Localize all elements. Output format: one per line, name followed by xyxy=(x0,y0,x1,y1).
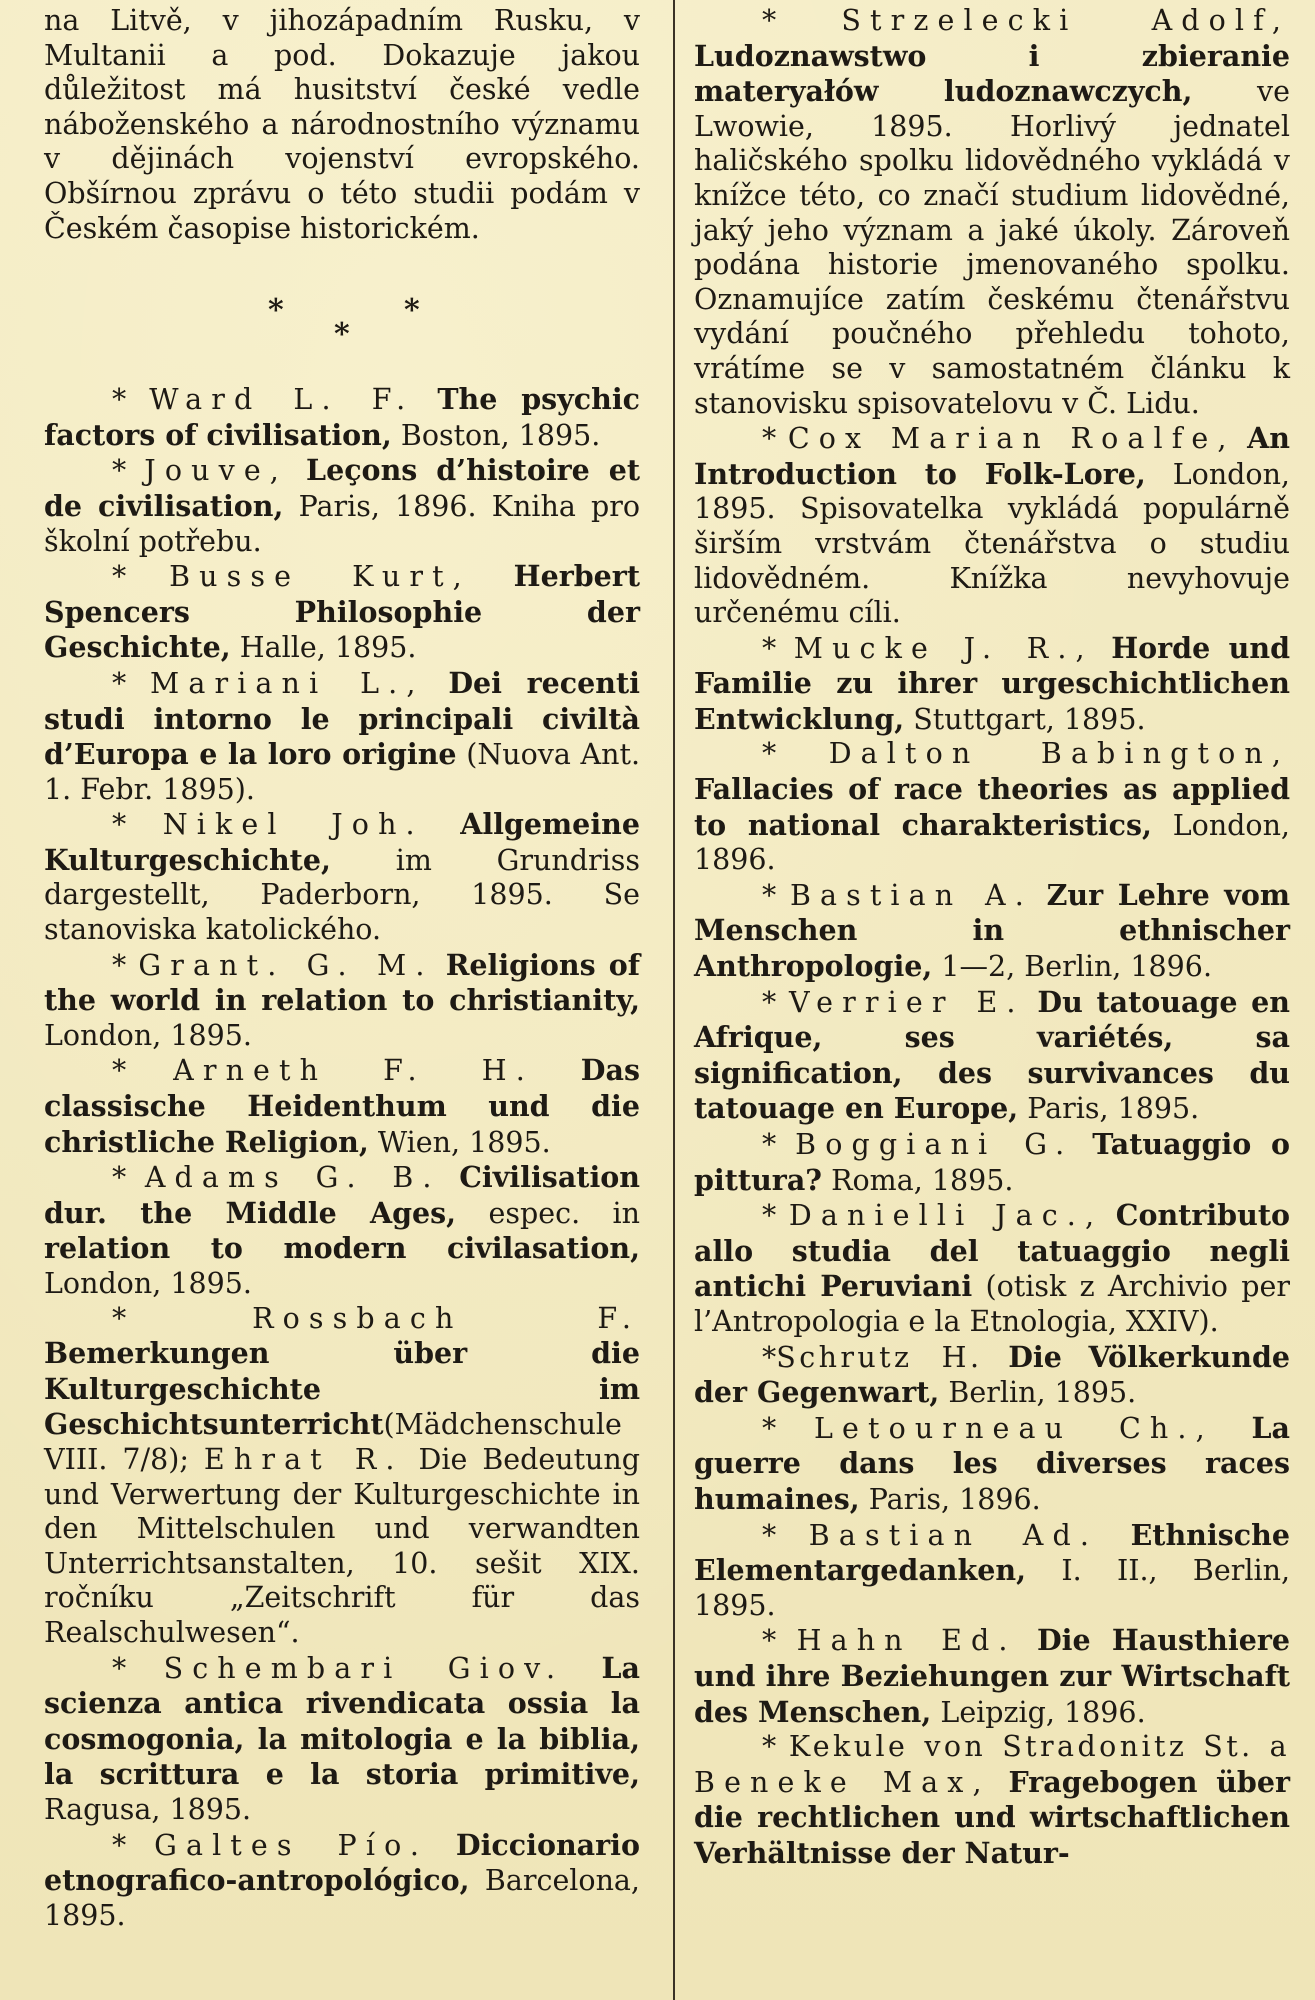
bibliography-entry: * Danielli Jac., Contributo allo studia del tatuaggio negli antichi Peruviani (otisk z Archivio per l’Antropologia e la Etnologia, XXIV). xyxy=(694,1198,1291,1338)
entry-title: Die Hausthiere und ihre Beziehungen zur Wirtschaft des Menschen, xyxy=(694,1623,1290,1729)
bibliography-entry: * Bastian A. Zur Lehre vom Menschen in ethnischer Anthropologie, 1—2, Berlin, 1896. xyxy=(694,877,1291,984)
entry-title: La scienza antica rivendicata ossia la cosmogonia, la mitologia e la biblia, la scrittura e la storia primitive, xyxy=(44,1650,641,1792)
entry-author: Schrutz H. xyxy=(776,1340,983,1374)
entry-author: Rossbach F. xyxy=(252,1301,640,1335)
entry-details: Ragusa, 1895. xyxy=(44,1792,252,1826)
bibliography-entry: * Nikel Joh. Allgemeine Kulturgeschichte, im Grundriss dargestellt, Paderborn, 1895. Se stanoviska katolického. xyxy=(44,807,640,947)
entry-title: Allgemeine Kulturgeschichte, xyxy=(44,807,640,877)
entry-author: Arneth F. H. xyxy=(173,1054,534,1088)
entry-details: Paris, 1896. Kniha pro školní potřebu. xyxy=(44,489,641,558)
entry-details: (otisk z Archivio per l’Antropologia e la Etnologia, XXIV). xyxy=(694,1270,1290,1338)
bibliography-entry: * Boggiani G. Tatuaggio o pittura? Roma, 1895. xyxy=(694,1127,1291,1197)
separator-star: * xyxy=(404,293,420,329)
entry-author: Busse Kurt, xyxy=(169,560,471,594)
entry-details: Barcelona, 1895. xyxy=(44,1864,640,1932)
bibliography-entry: *Schrutz H. Die Völkerkunde der Gegenwart, Berlin, 1895. xyxy=(694,1339,1291,1410)
entry-title: Die Völkerkunde der Gegenwart, xyxy=(694,1339,1291,1410)
bibliography-entry: * Galtes Pío. Diccionario etnografico-antropológico, Barcelona, 1895. xyxy=(44,1827,640,1932)
entry-title: Contributo allo studia del tatuaggio negli antichi Peruviani xyxy=(694,1198,1291,1304)
entry-details: Leipzig, 1896. xyxy=(940,1695,1146,1729)
column-divider xyxy=(673,0,675,2000)
entry-details: London, 1895. Spisovatelka vykládá populárně širším vrstvám čtenářstva o studiu lidovědném. Knížka nevyhovuje určenému cíli. xyxy=(694,457,1290,630)
bibliography-entry: * Schembari Giov. La scienza antica rivendicata ossia la cosmogonia, la mitologia e la biblia, la scrittura e la storia primitive, Ragusa, 1895. xyxy=(44,1650,641,1826)
bibliography-entry: * Mariani L., Dei recenti studi intorno le principali civiltà d’Europa e la loro origine (Nuova Ant. 1. Febr. 1895). xyxy=(44,665,641,806)
entry-title: Diccionario etnografico-antropológico, xyxy=(44,1827,640,1898)
entry-details: Halle, 1895. xyxy=(239,631,417,665)
entry-author: Grant. G. M. xyxy=(138,948,434,982)
bibliography-entry: * Adams G. B. Civilisation dur. the Middle Ages, espec. in relation to modern civilasation, London, 1895. xyxy=(44,1160,641,1300)
entry-title: Du tatouage en Afrique, ses variétés, sa signification, des survivances du tatouage en Europe, xyxy=(694,984,1291,1126)
entry-title: La guerre dans les diverses races humaines, xyxy=(694,1410,1290,1516)
entry-author: Dalton Babington, xyxy=(828,737,1290,771)
entry-author: Kekule von Stradonitz St. a xyxy=(788,1730,1291,1764)
entry-details: Wien, 1895. xyxy=(377,1125,551,1159)
entry-author: Nikel Joh. xyxy=(162,808,424,842)
entry-second-author: Beneke Max, xyxy=(694,1765,991,1799)
entry-details: Boston, 1895. xyxy=(400,418,601,452)
bibliography-entry: * Cox Marian Roalfe, An Introduction to Folk-Lore, London, 1895. Spisovatelka vykládá populárně širším vrstvám čtenářstva o studiu lidovědném. Knížka nevyhovuje určenému cíli. xyxy=(694,421,1290,630)
entry-author: Mucke J. R., xyxy=(793,631,1094,665)
entry-author: Bastian A. xyxy=(789,878,1033,912)
entry-details-continued: London, 1895. xyxy=(44,1267,252,1300)
entry-author: Letourneau Ch., xyxy=(813,1411,1214,1445)
entry-author: Adams G. B. xyxy=(144,1161,441,1195)
intro-paragraph: na Litvě, v jihozápadním Rusku, v Multanii a pod. Dokazuje jakou důležitost má husitství české vedle náboženského a národnostního významu v dějinách vojenství evropského. Obšírnou zprávu o této studii podám v Českém časopise historickém. xyxy=(44,4,640,245)
entry-title: Ethnische Elementargedanken, xyxy=(694,1517,1290,1588)
entry-title: The psychic factors of civilisation, xyxy=(44,382,640,452)
entry-title: Religions of the world in relation to christianity, xyxy=(44,947,640,1018)
entry-details: (Mädchenschule VIII. 7/8); xyxy=(44,1408,622,1476)
entry-details: Berlin, 1895. xyxy=(948,1376,1137,1410)
entry-second-author: Ehrat R. xyxy=(203,1442,404,1476)
entry-author: Mariani L., xyxy=(150,666,425,700)
entry-author: Ward L. F. xyxy=(149,383,415,417)
entry-title: Tatuaggio o pittura? xyxy=(694,1127,1291,1197)
separator-star: * xyxy=(268,293,284,329)
entry-author: Galtes Pío. xyxy=(154,1828,429,1862)
entry-title: Das classische Heidenthum und die christliche Religion, xyxy=(44,1053,641,1159)
entry-title: Leçons d’histoire et de civilisation, xyxy=(44,453,641,523)
entry-details: London, 1895. xyxy=(44,1018,252,1052)
bibliography-entry: * Strzelecki Adolf, Ludoznawstwo i zbieranie materyałów ludoznawczych, ve Lwowie, 1895. Horlivý jednatel haličského spolku lidovědného vykládá v knížce této, co značí studium lidovědné, jaký jeho význam a jaké úkoly. Zároveň podána historie jmenovaného spolku. Oznamujíce zatím českému čtenářstvu vydání poučného přehledu tohoto, vrátíme se v samostatném článku k stanovisku spisovatelovu v Č. Lidu. xyxy=(694,4,1290,420)
left-column xyxy=(44,4,640,1933)
entry-title: Herbert Spencers Philosophie der Geschichte, xyxy=(44,559,640,665)
bibliography-entry: * Jouve, Leçons d’histoire et de civilisation, Paris, 1896. Kniha pro školní potřebu. xyxy=(44,453,641,558)
entry-author: Strzelecki Adolf, xyxy=(841,4,1290,37)
entry-details: ve Lwowie, 1895. Horlivý jednatel haličského spolku lidovědného vykládá v knížce této, co značí studium lidovědné, jaký jeho význam a jaké úkoly. Zároveň podána historie jmenovaného spolku. Oznamujíce zatím českému čtenářstvu vydání poučného přehledu tohoto, vrátíme se v samostatném článku k stanovisku spisovatelovu v Č. Lidu. xyxy=(694,75,1290,420)
bibliography-entry: * Bastian Ad. Ethnische Elementargedanken, I. II., Berlin, 1895. xyxy=(694,1517,1290,1622)
bibliography-entry: * Dalton Babington, Fallacies of race theories as applied to national charakteristics, London, 1896. xyxy=(694,737,1290,877)
entry-author: Danielli Jac., xyxy=(788,1199,1104,1233)
entry-author: Cox Marian Roalfe, xyxy=(787,422,1236,456)
bibliography-entry: * Letourneau Ch., La guerre dans les diverses races humaines, Paris, 1896. xyxy=(694,1410,1290,1516)
entry-details: I. II., Berlin, 1895. xyxy=(694,1554,1290,1622)
entry-details: (Nuova Ant. 1. Febr. 1895). xyxy=(44,738,641,806)
entry-title: Dei recenti studi intorno le principali civiltà d’Europa e la loro origine xyxy=(44,665,640,772)
bibliography-entry: * Rossbach F. Bemerkungen über die Kulturgeschichte im Geschichtsunterricht(Mädchenschule VIII. 7/8); Ehrat R. Die Bedeutung und Verwertung der Kulturgeschichte in den Mittelschulen und verwandten Unterrichtsanstalten, 10. sešit XIX. ročníku „Zeitschrift für das Realschulwesen“. xyxy=(44,1301,640,1649)
bibliography-entry: * Ward L. F. The psychic factors of civilisation, Boston, 1895. xyxy=(44,382,640,452)
entry-title: An Introduction to Folk-Lore, xyxy=(694,421,1290,491)
entry-details: Paris, 1896. xyxy=(868,1482,1041,1516)
right-column xyxy=(694,4,1290,1871)
entry-title: Horde und Familie zu ihrer urgeschichtlichen Entwicklung, xyxy=(694,630,1290,736)
entry-title: Fallacies of race theories as applied to national charakteristics, xyxy=(694,772,1290,842)
entry-details: im Grundriss dargestellt, Paderborn, 1895. Se stanoviska katolického. xyxy=(44,843,640,947)
bibliography-entry: * Arneth F. H. Das classische Heidenthum und die christliche Religion, Wien, 1895. xyxy=(44,1053,641,1159)
entry-author: Jouve, xyxy=(144,454,288,488)
entry-details: Stuttgart, 1895. xyxy=(913,702,1146,736)
separator-star: * xyxy=(334,317,350,353)
section-separator xyxy=(44,246,640,382)
entry-author: Bastian Ad. xyxy=(808,1518,1099,1552)
entry-details: espec. in xyxy=(488,1196,641,1230)
bibliography-entry: * Busse Kurt, Herbert Spencers Philosophie der Geschichte, Halle, 1895. xyxy=(44,559,640,665)
entry-author: Schembari Giov. xyxy=(163,1651,565,1685)
entry-author: Boggiani G. xyxy=(795,1128,1074,1161)
entry-details: London, 1896. xyxy=(694,808,1290,877)
bibliography-entry: * Verrier E. Du tatouage en Afrique, ses variétés, sa signification, des survivances du tatouage en Europe, Paris, 1895. xyxy=(694,984,1291,1126)
entry-details: Roma, 1895. xyxy=(831,1163,1014,1197)
bibliography-entry: * Kekule von Stradonitz St. a Beneke Max, Fragebogen über die rechtlichen und wirtschaftlichen Verhältnisse der Natur- xyxy=(694,1730,1291,1870)
entry-details: 1—2, Berlin, 1896. xyxy=(941,950,1213,984)
entry-title: Zur Lehre vom Menschen in ethnischer Anthropologie, xyxy=(694,877,1291,984)
entry-author: Verrier E. xyxy=(789,985,1025,1019)
entry-author: Hahn Ed. xyxy=(796,1624,1017,1658)
entry-title: Bemerkungen über die Kulturgeschichte im Geschichtsunterricht xyxy=(44,1336,640,1442)
bibliography-entry: * Hahn Ed. Die Hausthiere und ihre Beziehungen zur Wirtschaft des Menschen, Leipzig, 1896. xyxy=(694,1623,1290,1729)
entry-title: Civilisation dur. the Middle Ages, xyxy=(44,1160,641,1230)
entry-title-continued: relation to modern civilasation, xyxy=(44,1231,640,1266)
entry-title: Fragebogen über die rechtlichen und wirtschaftlichen Verhältnisse der Natur- xyxy=(694,1764,1290,1870)
entry-details-continued: Die Bedeutung und Verwertung der Kulturgeschichte in den Mittelschulen und verwandten Unterrichtsanstalten, 10. sešit XIX. ročníku „Zeitschrift für das Realschulwesen“. xyxy=(44,1442,640,1649)
bibliography-entry: * Mucke J. R., Horde und Familie zu ihrer urgeschichtlichen Entwicklung, Stuttgart, 1895. xyxy=(694,630,1290,736)
bibliography-entry: * Grant. G. M. Religions of the world in relation to christianity, London, 1895. xyxy=(44,947,640,1052)
entry-details: Paris, 1895. xyxy=(1027,1092,1200,1126)
entry-title: Ludoznawstwo i zbieranie materyałów ludoznawczych, xyxy=(694,38,1290,109)
